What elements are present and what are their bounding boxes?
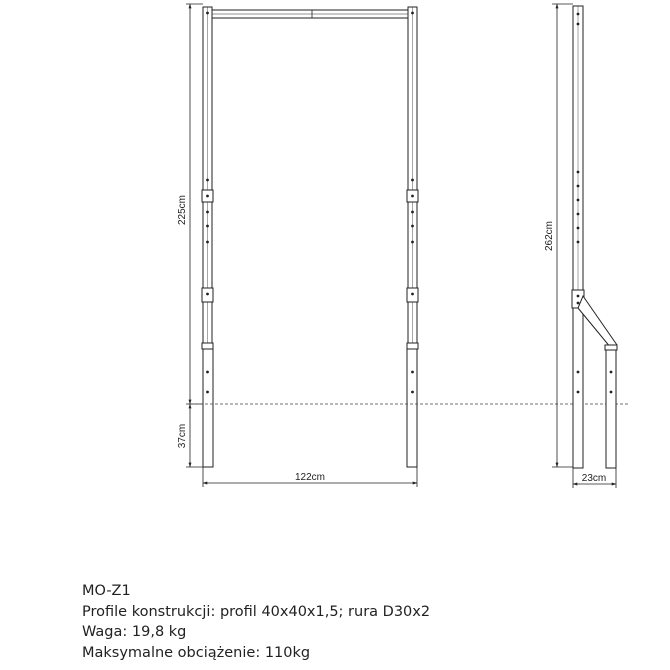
- product-specification: [82, 581, 430, 663]
- dimension-225-label: 225cm: [177, 194, 188, 226]
- side-brace: [578, 296, 617, 468]
- model-name: MO-Z1: [82, 583, 131, 599]
- dimension-262: [552, 4, 573, 467]
- dimension-37-label: 37cm: [177, 423, 188, 449]
- dimension-23-label: 23cm: [581, 473, 607, 484]
- side-upright: [572, 6, 584, 468]
- max-load-spec: Maksymalne obciążenie: 110kg: [82, 644, 311, 661]
- pull-up-bar: [212, 10, 408, 18]
- dimension-262-label: 262cm: [544, 220, 555, 252]
- profile-spec: Profile konstrukcji: profil 40x40x1,5; rura D30x2: [82, 603, 431, 620]
- dimension-225: [186, 4, 203, 404]
- right-upright: [407, 7, 418, 467]
- front-view: [202, 7, 418, 467]
- adjustment-holes: [206, 12, 414, 394]
- side-view: [572, 6, 617, 468]
- left-upright: [202, 7, 213, 467]
- weight-spec: Waga: 19,8 kg: [82, 624, 187, 640]
- dimension-37: [186, 404, 203, 467]
- dimension-122-label: 122cm: [294, 472, 326, 483]
